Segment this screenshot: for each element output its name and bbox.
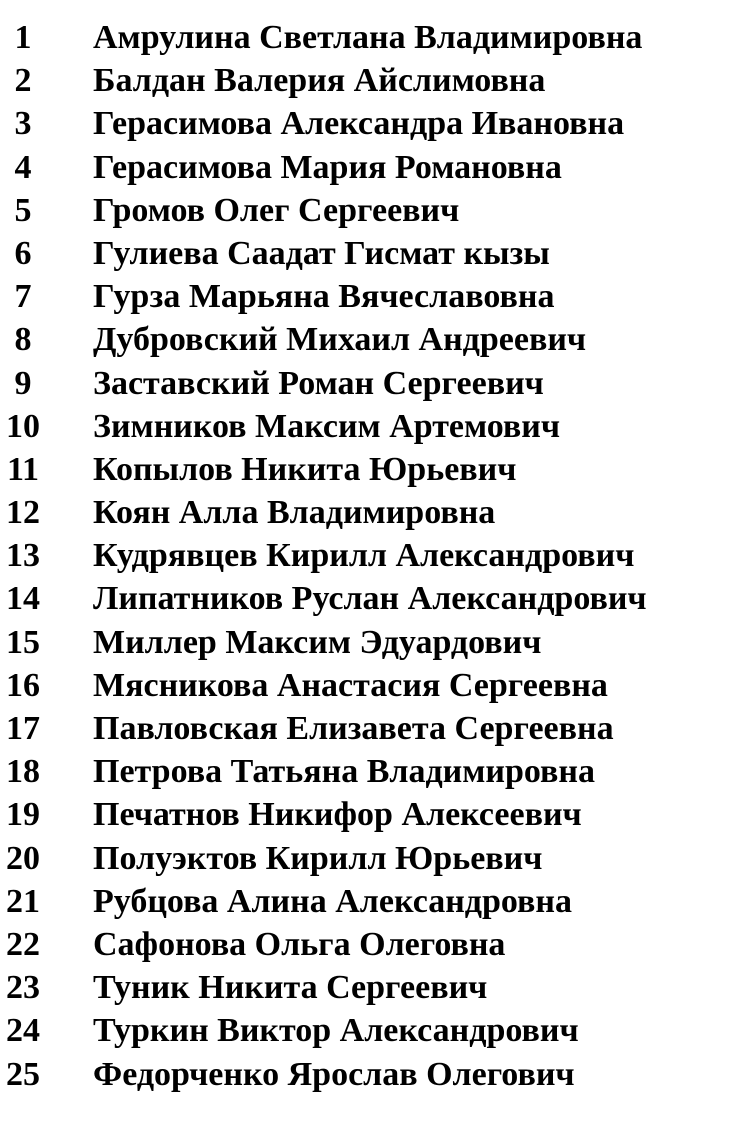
list-item xyxy=(0,750,744,793)
row-number: 11 xyxy=(6,450,40,488)
row-number: 10 xyxy=(6,407,40,445)
person-name: Дубровский Михаил Андреевич xyxy=(93,321,587,359)
person-name: Печатнов Никифор Алексеевич xyxy=(93,796,582,834)
row-number: 20 xyxy=(6,839,40,877)
list-item xyxy=(0,534,744,577)
list-item xyxy=(0,189,744,232)
row-number: 18 xyxy=(6,753,40,791)
list-item xyxy=(0,318,744,361)
list-item xyxy=(0,362,744,405)
list-item xyxy=(0,707,744,750)
list-item xyxy=(0,837,744,880)
row-number: 1 xyxy=(14,19,32,56)
person-name: Гурза Марьяна Вячеславовна xyxy=(93,278,555,316)
list-item xyxy=(0,1009,744,1052)
person-name: Балдан Валерия Айслимовна xyxy=(93,62,546,100)
row-number: 23 xyxy=(6,969,40,1007)
person-name: Мясникова Анастасия Сергеевна xyxy=(93,666,608,704)
name-list xyxy=(0,16,744,1096)
person-name: Рубцова Алина Александровна xyxy=(93,882,573,920)
row-number: 22 xyxy=(6,925,40,963)
row-number: 15 xyxy=(6,623,40,661)
person-name: Кудрявцев Кирилл Александрович xyxy=(93,537,635,575)
list-item xyxy=(0,102,744,145)
row-number: 7 xyxy=(14,278,32,316)
row-number: 13 xyxy=(6,537,40,575)
person-name: Липатников Руслан Александрович xyxy=(93,580,647,618)
row-number: 6 xyxy=(14,234,32,272)
row-number: 2 xyxy=(14,62,32,100)
list-item xyxy=(0,664,744,707)
person-name: Федорченко Ярослав Олегович xyxy=(93,1055,575,1093)
person-name: Громов Олег Сергеевич xyxy=(93,191,460,229)
person-name: Полуэктов Кирилл Юрьевич xyxy=(93,839,543,877)
list-item xyxy=(0,966,744,1009)
list-item xyxy=(0,232,744,275)
person-name: Гулиева Саадат Гисмат кызы xyxy=(93,234,550,272)
person-name: Заставский Роман Сергеевич xyxy=(93,364,544,402)
list-item xyxy=(0,448,744,491)
list-item xyxy=(0,880,744,923)
person-name: Герасимова Александра Ивановна xyxy=(93,105,625,143)
list-item xyxy=(0,923,744,966)
list-item xyxy=(0,59,744,102)
row-number: 4 xyxy=(14,148,32,186)
list-item xyxy=(0,577,744,620)
person-name: Коян Алла Владимировна xyxy=(93,494,496,532)
list-item xyxy=(0,146,744,189)
list-item xyxy=(0,491,744,534)
row-number: 14 xyxy=(6,580,40,618)
row-number: 12 xyxy=(6,494,40,532)
list-item xyxy=(0,16,744,59)
row-number: 3 xyxy=(14,105,32,143)
row-number: 17 xyxy=(6,710,40,747)
row-number: 5 xyxy=(14,191,32,229)
list-item xyxy=(0,405,744,448)
person-name: Туркин Виктор Александрович xyxy=(93,1012,579,1050)
list-item xyxy=(0,793,744,836)
person-name: Петрова Татьяна Владимировна xyxy=(93,753,595,791)
person-name: Зимников Максим Артемович xyxy=(93,407,561,445)
person-name: Герасимова Мария Романовна xyxy=(93,148,562,186)
row-number: 19 xyxy=(6,796,40,834)
person-name: Павловская Елизавета Сергеевна xyxy=(93,710,614,747)
row-number: 25 xyxy=(6,1055,40,1093)
person-name: Амрулина Светлана Владимировна xyxy=(93,19,643,56)
row-number: 8 xyxy=(14,321,32,359)
list-item xyxy=(0,621,744,664)
row-number: 21 xyxy=(6,882,40,920)
row-number: 24 xyxy=(6,1012,40,1050)
row-number: 9 xyxy=(14,364,32,402)
person-name: Туник Никита Сергеевич xyxy=(93,969,488,1007)
list-item xyxy=(0,1053,744,1096)
row-number: 16 xyxy=(6,666,40,704)
person-name: Миллер Максим Эдуардович xyxy=(93,623,542,661)
list-item xyxy=(0,275,744,318)
person-name: Копылов Никита Юрьевич xyxy=(93,450,517,488)
person-name: Сафонова Ольга Олеговна xyxy=(93,925,506,963)
